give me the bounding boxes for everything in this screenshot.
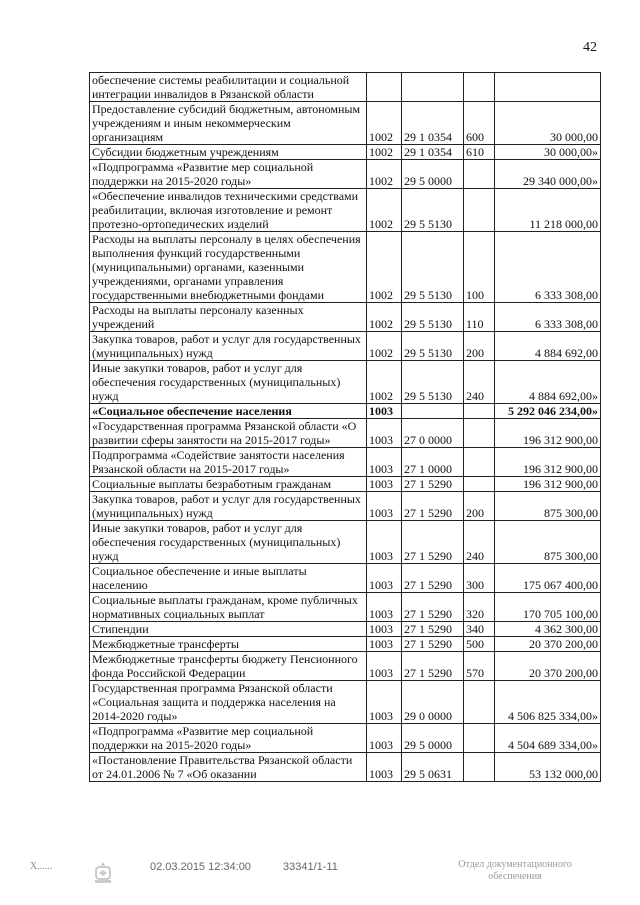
cell-target-article: 29 1 0354 bbox=[402, 145, 464, 160]
cell-expense-type bbox=[464, 189, 495, 232]
table-row bbox=[90, 564, 601, 593]
cell-section-code: 1003 bbox=[367, 419, 402, 448]
cell-name: Расходы на выплаты персоналу казенных учреждений bbox=[90, 303, 367, 332]
cell-section-code: 1003 bbox=[367, 564, 402, 593]
cell-section-code: 1002 bbox=[367, 303, 402, 332]
cell-amount: 11 218 000,00 bbox=[495, 189, 601, 232]
cell-expense-type bbox=[464, 681, 495, 724]
cell-expense-type: 240 bbox=[464, 361, 495, 404]
table-row bbox=[90, 232, 601, 303]
cell-name: «Обеспечение инвалидов техническими средствами реабилитации, включая изготовление и ремонт протезно-ортопедических изделий bbox=[90, 189, 367, 232]
table-row bbox=[90, 332, 601, 361]
cell-name: Субсидии бюджетным учреждениям bbox=[90, 145, 367, 160]
cell-target-article: 27 1 0000 bbox=[402, 448, 464, 477]
cell-section-code: 1003 bbox=[367, 637, 402, 652]
seal-icon bbox=[92, 861, 114, 885]
cell-expense-type: 570 bbox=[464, 652, 495, 681]
table-row bbox=[90, 361, 601, 404]
cell-name: «Подпрограмма «Развитие мер социальной поддержки на 2015-2020 годы» bbox=[90, 724, 367, 753]
table-row bbox=[90, 681, 601, 724]
cell-section-code: 1002 bbox=[367, 145, 402, 160]
cell-section-code: 1002 bbox=[367, 361, 402, 404]
cell-amount: 875 300,00 bbox=[495, 492, 601, 521]
cell-target-article: 27 1 5290 bbox=[402, 564, 464, 593]
cell-name: Закупка товаров, работ и услуг для государственных (муниципальных) нужд bbox=[90, 492, 367, 521]
cell-expense-type bbox=[464, 419, 495, 448]
table-row bbox=[90, 160, 601, 189]
cell-expense-type: 340 bbox=[464, 622, 495, 637]
cell-amount: 175 067 400,00 bbox=[495, 564, 601, 593]
cell-target-article bbox=[402, 404, 464, 419]
table-row bbox=[90, 189, 601, 232]
cell-section-code: 1003 bbox=[367, 753, 402, 782]
cell-target-article: 27 1 5290 bbox=[402, 593, 464, 622]
cell-target-article: 27 1 5290 bbox=[402, 477, 464, 492]
cell-name: Межбюджетные трансферты бюджету Пенсионного фонда Российской Федерации bbox=[90, 652, 367, 681]
cell-amount: 170 705 100,00 bbox=[495, 593, 601, 622]
cell-section-code: 1002 bbox=[367, 160, 402, 189]
cell-name: Закупка товаров, работ и услуг для государственных (муниципальных) нужд bbox=[90, 332, 367, 361]
cell-amount: 875 300,00 bbox=[495, 521, 601, 564]
table-row bbox=[90, 652, 601, 681]
table-row bbox=[90, 521, 601, 564]
cell-target-article: 27 0 0000 bbox=[402, 419, 464, 448]
table-row bbox=[90, 73, 601, 102]
cell-name: «Государственная программа Рязанской области «О развитии сферы занятости на 2015-2017 годы» bbox=[90, 419, 367, 448]
footer bbox=[0, 855, 640, 905]
cell-amount: 30 000,00 bbox=[495, 102, 601, 145]
footer-datetime: 02.03.2015 12:34:00 bbox=[150, 861, 251, 873]
cell-name: Предоставление субсидий бюджетным, автономным учреждениям и иным некоммерческим организациям bbox=[90, 102, 367, 145]
cell-section-code: 1003 bbox=[367, 404, 402, 419]
cell-name: «Постановление Правительства Рязанской области от 24.01.2006 № 7 «Об оказании bbox=[90, 753, 367, 782]
table-row bbox=[90, 492, 601, 521]
table-row bbox=[90, 477, 601, 492]
cell-expense-type bbox=[464, 160, 495, 189]
cell-section-code: 1003 bbox=[367, 593, 402, 622]
cell-amount: 4 362 300,00 bbox=[495, 622, 601, 637]
table-row bbox=[90, 593, 601, 622]
cell-name: «Подпрограмма «Развитие мер социальной поддержки на 2015-2020 годы» bbox=[90, 160, 367, 189]
cell-target-article: 29 1 0354 bbox=[402, 102, 464, 145]
cell-section-code: 1003 bbox=[367, 622, 402, 637]
cell-name: Государственная программа Рязанской области «Социальная защита и поддержка населения на 2014-2020 годы» bbox=[90, 681, 367, 724]
cell-amount: 29 340 000,00» bbox=[495, 160, 601, 189]
cell-target-article: 29 0 0000 bbox=[402, 681, 464, 724]
cell-target-article: 29 5 5130 bbox=[402, 303, 464, 332]
cell-amount: 20 370 200,00 bbox=[495, 652, 601, 681]
cell-amount: 20 370 200,00 bbox=[495, 637, 601, 652]
cell-target-article: 29 5 5130 bbox=[402, 361, 464, 404]
cell-section-code: 1003 bbox=[367, 724, 402, 753]
cell-section-code: 1002 bbox=[367, 332, 402, 361]
stamp-text: Х...... bbox=[30, 861, 53, 872]
cell-amount: 6 333 308,00 bbox=[495, 232, 601, 303]
cell-name: обеспечение системы реабилитации и социальной интеграции инвалидов в Рязанской области bbox=[90, 73, 367, 102]
cell-target-article: 29 5 5130 bbox=[402, 232, 464, 303]
cell-amount: 196 312 900,00 bbox=[495, 448, 601, 477]
cell-target-article: 29 5 5130 bbox=[402, 332, 464, 361]
cell-target-article: 27 1 5290 bbox=[402, 652, 464, 681]
cell-target-article: 29 5 0000 bbox=[402, 724, 464, 753]
cell-amount bbox=[495, 73, 601, 102]
cell-expense-type: 200 bbox=[464, 492, 495, 521]
cell-name: Иные закупки товаров, работ и услуг для обеспечения государственных (муниципальных) нужд bbox=[90, 521, 367, 564]
cell-expense-type: 600 bbox=[464, 102, 495, 145]
cell-expense-type bbox=[464, 724, 495, 753]
table-row bbox=[90, 724, 601, 753]
cell-target-article: 27 1 5290 bbox=[402, 521, 464, 564]
cell-name: Иные закупки товаров, работ и услуг для обеспечения государственных (муниципальных) нужд bbox=[90, 361, 367, 404]
table-row bbox=[90, 448, 601, 477]
cell-amount: 6 333 308,00 bbox=[495, 303, 601, 332]
cell-expense-type: 500 bbox=[464, 637, 495, 652]
page-number: 42 bbox=[583, 40, 597, 55]
cell-name: «Социальное обеспечение населения bbox=[90, 404, 367, 419]
table-row bbox=[90, 753, 601, 782]
cell-expense-type: 200 bbox=[464, 332, 495, 361]
cell-expense-type: 610 bbox=[464, 145, 495, 160]
table-row bbox=[90, 622, 601, 637]
cell-section-code: 1002 bbox=[367, 102, 402, 145]
cell-name: Межбюджетные трансферты bbox=[90, 637, 367, 652]
budget-table bbox=[89, 72, 601, 782]
cell-section-code: 1003 bbox=[367, 681, 402, 724]
cell-expense-type: 100 bbox=[464, 232, 495, 303]
cell-section-code: 1003 bbox=[367, 477, 402, 492]
cell-target-article: 29 5 0631 bbox=[402, 753, 464, 782]
footer-dept-line2: обеспечения bbox=[488, 871, 542, 882]
cell-expense-type bbox=[464, 73, 495, 102]
cell-amount: 4 506 825 334,00» bbox=[495, 681, 601, 724]
cell-name: Социальные выплаты безработным гражданам bbox=[90, 477, 367, 492]
cell-section-code bbox=[367, 73, 402, 102]
cell-name: Подпрограмма «Содействие занятости населения Рязанской области на 2015-2017 годы» bbox=[90, 448, 367, 477]
cell-expense-type: 110 bbox=[464, 303, 495, 332]
table-row bbox=[90, 404, 601, 419]
cell-section-code: 1002 bbox=[367, 189, 402, 232]
cell-name: Социальное обеспечение и иные выплаты населению bbox=[90, 564, 367, 593]
cell-amount: 4 884 692,00» bbox=[495, 361, 601, 404]
cell-target-article: 29 5 5130 bbox=[402, 189, 464, 232]
table-row bbox=[90, 102, 601, 145]
footer-department bbox=[450, 859, 580, 883]
cell-expense-type: 320 bbox=[464, 593, 495, 622]
cell-target-article: 27 1 5290 bbox=[402, 637, 464, 652]
cell-name: Расходы на выплаты персоналу в целях обеспечения выполнения функций государственными (муниципальными) органами, казенными учреждениями, органами управления государственными внебюджетными фондами bbox=[90, 232, 367, 303]
cell-name: Стипендии bbox=[90, 622, 367, 637]
cell-expense-type bbox=[464, 477, 495, 492]
cell-amount: 196 312 900,00 bbox=[495, 419, 601, 448]
cell-amount: 30 000,00» bbox=[495, 145, 601, 160]
cell-target-article bbox=[402, 73, 464, 102]
cell-amount: 4 504 689 334,00» bbox=[495, 724, 601, 753]
cell-target-article: 27 1 5290 bbox=[402, 492, 464, 521]
cell-expense-type: 240 bbox=[464, 521, 495, 564]
cell-amount: 196 312 900,00 bbox=[495, 477, 601, 492]
cell-section-code: 1003 bbox=[367, 492, 402, 521]
cell-section-code: 1003 bbox=[367, 521, 402, 564]
cell-target-article: 29 5 0000 bbox=[402, 160, 464, 189]
cell-name: Социальные выплаты гражданам, кроме публичных нормативных социальных выплат bbox=[90, 593, 367, 622]
cell-amount: 4 884 692,00 bbox=[495, 332, 601, 361]
cell-expense-type: 300 bbox=[464, 564, 495, 593]
cell-amount: 5 292 046 234,00» bbox=[495, 404, 601, 419]
cell-expense-type bbox=[464, 448, 495, 477]
cell-section-code: 1002 bbox=[367, 232, 402, 303]
cell-section-code: 1003 bbox=[367, 652, 402, 681]
table-row bbox=[90, 637, 601, 652]
table-row bbox=[90, 419, 601, 448]
cell-expense-type bbox=[464, 404, 495, 419]
cell-section-code: 1003 bbox=[367, 448, 402, 477]
cell-target-article: 27 1 5290 bbox=[402, 622, 464, 637]
cell-amount: 53 132 000,00 bbox=[495, 753, 601, 782]
table-body bbox=[90, 73, 601, 782]
footer-doc-number: 33341/1-11 bbox=[283, 861, 338, 873]
table-row bbox=[90, 145, 601, 160]
footer-dept-line1: Отдел документационного bbox=[458, 859, 572, 870]
table-row bbox=[90, 303, 601, 332]
cell-expense-type bbox=[464, 753, 495, 782]
